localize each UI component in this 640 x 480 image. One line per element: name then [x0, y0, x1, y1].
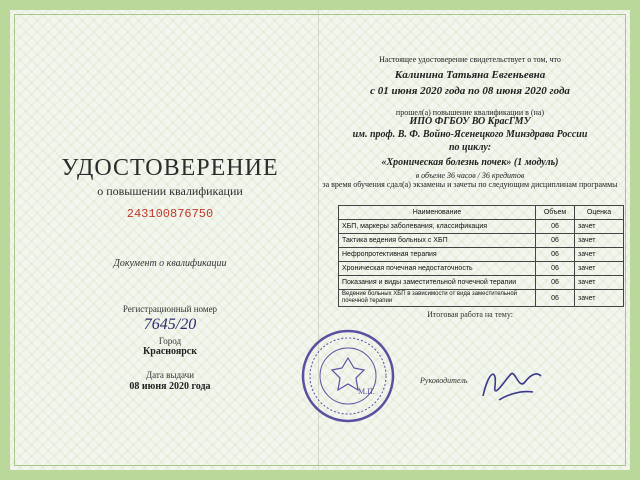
exams-text: за время обучения сдал(а) экзамены и зачеты по следующим дисциплинам программы — [322, 180, 618, 189]
table-row — [339, 220, 624, 234]
row-grade: зачет — [575, 290, 624, 307]
row-volume: 06 — [536, 248, 575, 262]
row-name: Хроническая почечная недостаточность — [339, 262, 536, 276]
course-volume: в объеме 36 часов / 36 кредитов — [415, 171, 525, 180]
header-name: Наименование — [339, 206, 536, 220]
head-label: Руководитель — [420, 376, 468, 385]
row-name: ХБП, маркеры заболевания, классификация — [339, 220, 536, 234]
holder-name: Калинина Татьяна Евгеньевна — [394, 69, 546, 81]
row-name: Тактика ведения больных с ХБП — [339, 234, 536, 248]
passed-text: прошел(а) повышение квалификации в (на) — [395, 108, 545, 117]
document-title: УДОСТОВЕРЕНИЕ — [61, 155, 279, 181]
organization-line-1: ИПО ФГБОУ ВО КрасГМУ — [409, 116, 531, 127]
document-subtitle: о повышении квалификации — [97, 184, 243, 198]
table-row — [339, 290, 624, 307]
row-grade: зачет — [575, 262, 624, 276]
table-row — [339, 276, 624, 290]
row-grade: зачет — [575, 248, 624, 262]
table-row — [339, 248, 624, 262]
city-label: Город — [158, 336, 182, 346]
row-name: Нефропротективная терапия — [339, 248, 536, 262]
row-volume: 06 — [536, 290, 575, 307]
organization-line-2: им. проф. В. Ф. Войно-Ясенецкого Минздрава России — [352, 129, 588, 140]
issue-date-value: 08 июня 2020 года — [129, 381, 211, 392]
table-row — [339, 262, 624, 276]
left-page — [20, 0, 320, 480]
study-period: с 01 июня 2020 года по 08 июня 2020 года — [370, 85, 570, 97]
official-stamp-icon — [300, 328, 396, 424]
cycle-label: по циклу: — [448, 142, 492, 153]
course-title: «Хроническая болезнь почек» (1 модуль) — [381, 157, 559, 168]
issue-date-label: Дата выдачи — [145, 370, 195, 380]
document-type: Документ о квалификации — [113, 258, 227, 269]
row-name: Показания и виды заместительной почечной терапии — [339, 276, 536, 290]
disciplines-table — [338, 205, 624, 307]
row-volume: 06 — [536, 220, 575, 234]
table-row — [339, 234, 624, 248]
row-grade: зачет — [575, 276, 624, 290]
stamp-text: М.П. — [358, 387, 375, 396]
row-volume: 06 — [536, 262, 575, 276]
header-volume: Объем — [536, 206, 575, 220]
table-header-row — [339, 206, 624, 220]
row-volume: 06 — [536, 276, 575, 290]
row-volume: 06 — [536, 234, 575, 248]
final-work-label: Итоговая работа на тему: — [427, 310, 513, 319]
reg-number-label: Регистрационный номер — [122, 304, 218, 314]
signature-icon — [475, 360, 545, 408]
serial-number: 243100876750 — [126, 207, 214, 221]
row-name: Ведение больных ХБП в зависимости от вида заместительной почечной терапии — [339, 290, 536, 307]
city-value: Красноярск — [143, 346, 197, 357]
reg-number-value: 7645/20 — [143, 316, 197, 333]
intro-text: Настоящее удостоверение свидетельствует о том, что — [379, 55, 561, 64]
row-grade: зачет — [575, 234, 624, 248]
row-grade: зачет — [575, 220, 624, 234]
header-grade: Оценка — [575, 206, 624, 220]
